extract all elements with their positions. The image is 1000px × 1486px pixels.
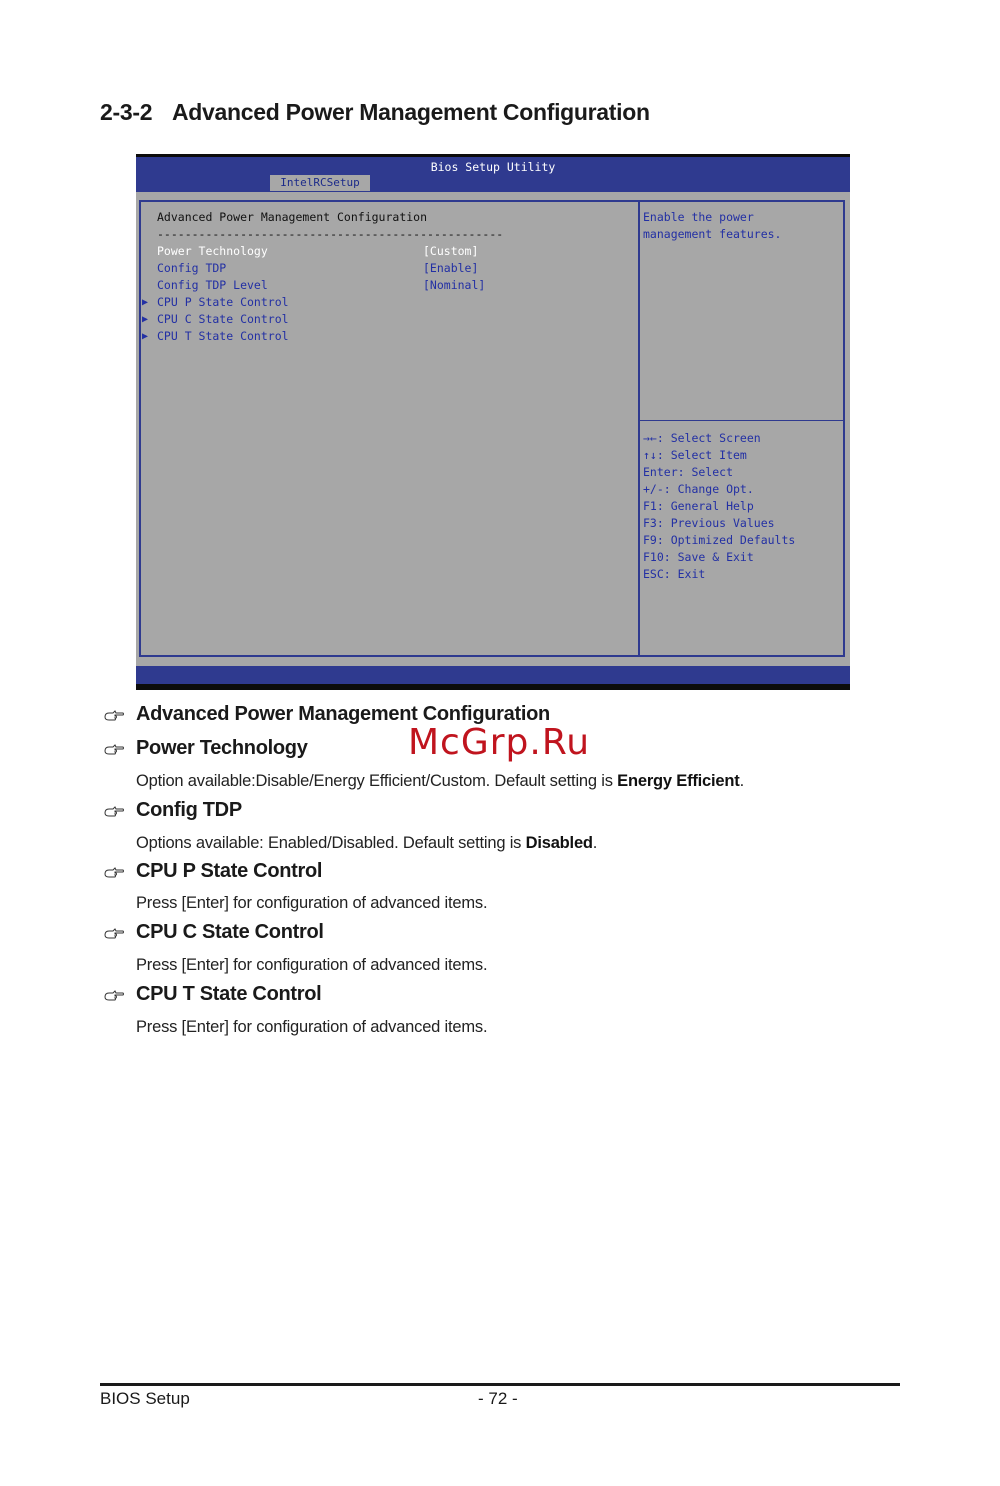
bios-key-f3: F3: Previous Values [643,516,775,530]
bios-key-f10: F10: Save & Exit [643,550,754,564]
submenu-arrow-icon: ▶ [142,331,149,342]
item-title-advanced-power-management: Advanced Power Management Configuration [136,703,550,725]
bios-setting-config-tdp[interactable]: Config TDP [157,261,227,275]
bios-key-enter: Enter: Select [643,465,734,479]
bios-frame [139,200,845,657]
bios-panel-separator: -------------------------------------------------- [157,227,504,241]
item-desc-power-technology: Option available:Disable/Energy Efficient/Custom. Default setting is Energy Efficient. [136,772,744,790]
pointing-hand-icon [103,927,125,941]
bios-screenshot [136,154,850,690]
bios-key-esc: ESC: Exit [643,567,706,581]
item-title-power-technology: Power Technology [136,737,308,759]
submenu-arrow-icon: ▶ [142,297,149,308]
footer-chapter: BIOS Setup [100,1389,190,1408]
item-desc-cpu-c-state: Press [Enter] for configuration of advanced items. [136,956,488,974]
footer-rule [100,1383,900,1386]
default-value: Energy Efficient [617,772,740,790]
item-desc-config-tdp: Options available: Enabled/Disabled. Default setting is Disabled. [136,834,598,852]
pointing-hand-icon [103,989,125,1003]
item-desc-cpu-t-state: Press [Enter] for configuration of advanced items. [136,1018,488,1036]
bios-help-separator [640,420,843,421]
pointing-hand-icon [103,709,125,723]
bios-help-line: Enable the power [643,210,754,224]
bios-panel-title: Advanced Power Management Configuration [157,210,428,224]
pointing-hand-icon [103,743,125,757]
bios-help-line: management features. [643,227,782,241]
bios-window-title: Bios Setup Utility [430,160,556,174]
section-number: 2-3-2 [100,99,153,125]
bios-main-area [136,192,850,666]
bios-key-select-screen: →←: Select Screen [643,431,761,445]
item-title-cpu-t-state: CPU T State Control [136,983,322,1005]
watermark: McGrp.Ru [408,722,591,763]
item-title-cpu-c-state: CPU C State Control [136,921,324,943]
bios-key-f1: F1: General Help [643,499,754,513]
item-title-cpu-p-state: CPU P State Control [136,860,323,882]
submenu-arrow-icon: ▶ [142,314,149,325]
bios-key-f9: F9: Optimized Defaults [643,533,796,547]
bios-value-power-technology[interactable]: [Custom] [423,244,479,258]
bios-submenu-cpu-t-state[interactable]: CPU T State Control [157,329,289,343]
bios-setting-config-tdp-level[interactable]: Config TDP Level [157,278,268,292]
bios-help-divider [638,200,640,657]
bios-submenu-cpu-p-state[interactable]: CPU P State Control [157,295,289,309]
pointing-hand-icon [103,805,125,819]
bios-value-config-tdp-level[interactable]: [Nominal] [423,278,486,292]
bios-top-bar [136,154,850,157]
pointing-hand-icon [103,866,125,880]
item-desc-cpu-p-state: Press [Enter] for configuration of advanced items. [136,894,488,912]
section-title [100,99,650,126]
item-title-config-tdp: Config TDP [136,799,242,821]
bios-bottom-bar [136,684,850,690]
section-title-text: Advanced Power Management Configuration [172,99,650,125]
bios-value-config-tdp[interactable]: [Enable] [423,261,479,275]
bios-key-change-opt: +/-: Change Opt. [643,482,754,496]
bios-setting-power-technology[interactable]: Power Technology [157,244,268,258]
bios-submenu-cpu-c-state[interactable]: CPU C State Control [157,312,289,326]
page-number: - 72 - [478,1389,518,1408]
bios-tab-intelrcsetup[interactable]: IntelRCSetup [270,175,370,191]
default-value: Disabled [525,834,593,852]
bios-key-select-item: ↑↓: Select Item [643,448,747,462]
